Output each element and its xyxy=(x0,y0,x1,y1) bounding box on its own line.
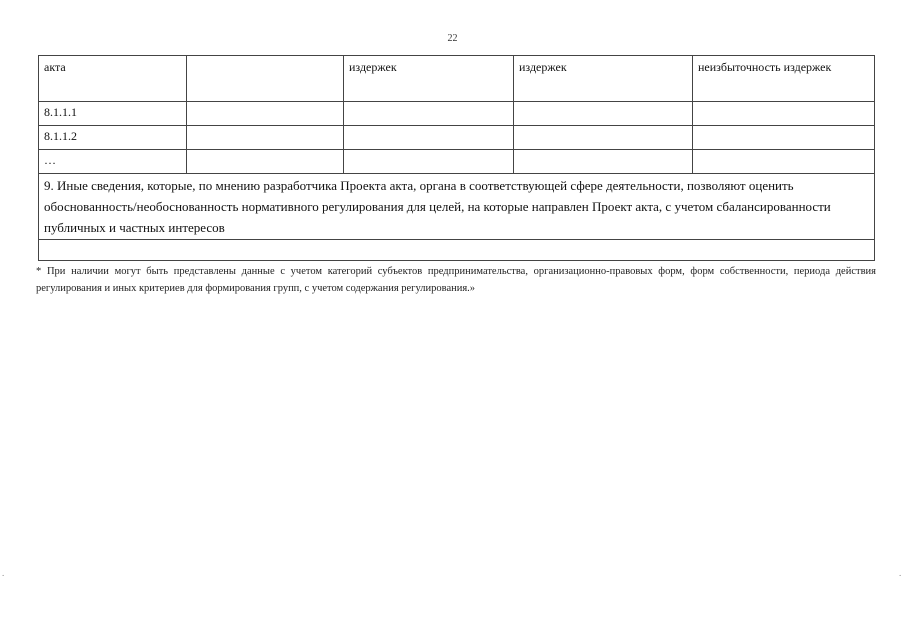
table-cell xyxy=(514,126,693,150)
table-cell xyxy=(187,102,344,126)
table-cell xyxy=(693,150,875,174)
regulation-table xyxy=(38,55,875,261)
table-cell: 8.1.1.1 xyxy=(39,102,187,126)
table-row xyxy=(39,126,875,150)
table-row xyxy=(39,102,875,126)
table-cell: 8.1.1.2 xyxy=(39,126,187,150)
footnote: * При наличии могут быть представлены данные с учетом категорий субъектов предпринимательства, организационно-правовых форм, форм собственности, периода действия регулирования и иных критериев для формирования групп, с учетом содержания регулирования.» xyxy=(36,266,876,294)
table-header-row xyxy=(39,56,875,102)
table-cell xyxy=(344,150,514,174)
table-cell xyxy=(693,102,875,126)
table-cell xyxy=(514,150,693,174)
table-cell xyxy=(187,150,344,174)
scan-mark-left: . xyxy=(2,568,5,578)
table-cell xyxy=(187,126,344,150)
table-row xyxy=(39,150,875,174)
section-9-value-row xyxy=(39,240,875,261)
table-cell xyxy=(693,126,875,150)
table-cell xyxy=(344,102,514,126)
table-cell xyxy=(344,126,514,150)
section-9-row xyxy=(39,174,875,240)
scan-mark-right: . xyxy=(899,568,902,578)
header-cell: неизбыточность издержек xyxy=(693,56,875,102)
header-cell: издержек xyxy=(514,56,693,102)
header-cell: акта xyxy=(39,56,187,102)
header-cell: издержек xyxy=(344,56,514,102)
section-9-value xyxy=(39,240,875,261)
table-cell: … xyxy=(39,150,187,174)
section-9-text: 9. Иные сведения, которые, по мнению разработчика Проекта акта, органа в соответствующей сфере деятельности, позволяют оценить обоснованность/необоснованность нормативного регулирования для целей, на которые направлен Проект акта, с учетом сбалансированности публичных и частных интересов xyxy=(39,174,875,240)
table-cell xyxy=(514,102,693,126)
header-cell xyxy=(187,56,344,102)
page-number: 22 xyxy=(447,33,458,44)
